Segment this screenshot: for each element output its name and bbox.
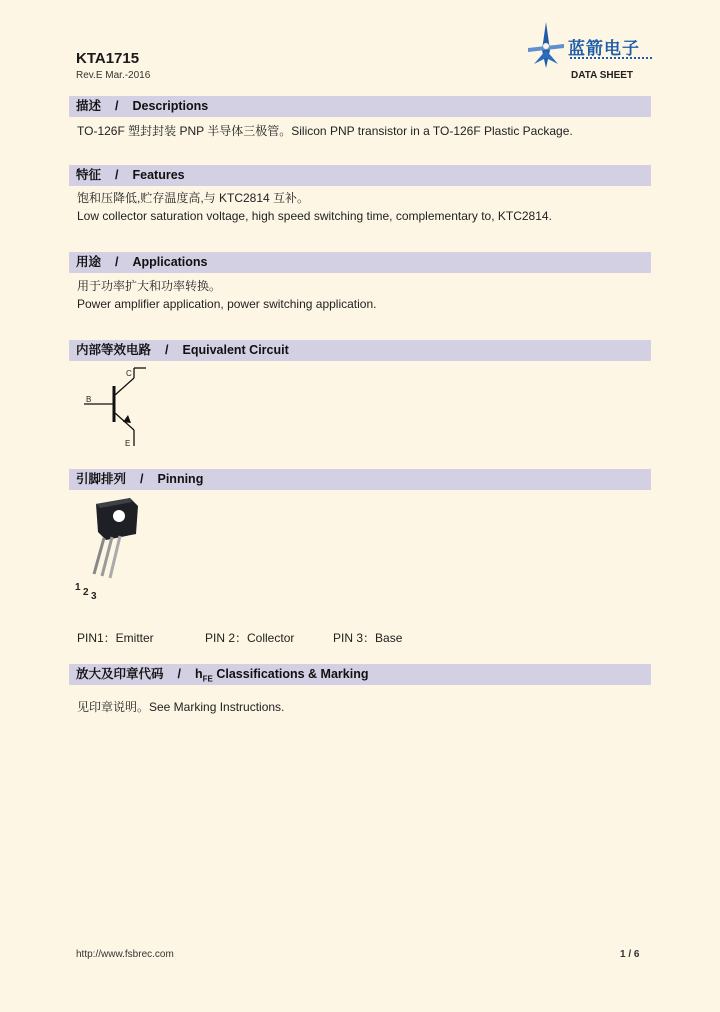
section-title-cn: 内部等效电路 (76, 343, 152, 357)
section-title-en: Applications (132, 255, 208, 269)
section-separator: / (115, 255, 119, 269)
section-title-cn: 引脚排列 (76, 472, 127, 486)
hfe-text: 见印章说明。See Marking Instructions. (77, 700, 285, 714)
features-text-cn: 饱和压降低,贮存温度高,与 KTC2814 互补。 (77, 191, 310, 205)
pin2-description: PIN 2：Collector (205, 631, 295, 645)
features-text-en: Low collector saturation voltage, high speed switching time, complementary to, KTC2814. (77, 209, 552, 223)
pnp-transistor-symbol-icon (76, 364, 166, 452)
section-separator: / (115, 99, 119, 113)
section-title-en: Pinning (157, 472, 204, 486)
pin3-description: PIN 3：Base (333, 631, 403, 645)
base-label: B (86, 395, 92, 404)
section-title-en-subscript: FE (202, 674, 213, 684)
pin-number-1: 1 (75, 582, 81, 593)
section-title-en: Equivalent Circuit (182, 343, 289, 357)
section-header-applications (69, 252, 651, 273)
section-title-cn: 用途 (76, 255, 102, 269)
brand-tagline-line (570, 57, 652, 62)
section-title-cn: 描述 (76, 99, 102, 113)
collector-label: C (126, 369, 132, 378)
datasheet-label: DATA SHEET (571, 70, 634, 81)
section-separator: / (140, 472, 144, 486)
section-header-equivalent-circuit (69, 340, 651, 361)
to126f-package-icon (72, 496, 152, 582)
section-title-en-prefix: h (195, 667, 203, 681)
arrow-star-logo-icon (524, 20, 568, 70)
page-number: 1 / 6 (620, 949, 640, 960)
descriptions-text: TO-126F 塑封封装 PNP 半导体三极管。Silicon PNP transistor in a TO-126F Plastic Package. (77, 124, 573, 138)
part-number: KTA1715 (76, 50, 140, 67)
brand-name: 蓝箭电子 (568, 39, 640, 59)
section-separator: / (115, 168, 119, 182)
section-title-cn: 放大及印章代码 (76, 667, 164, 681)
emitter-label: E (125, 439, 131, 448)
section-separator: / (165, 343, 169, 357)
footer-website-link[interactable]: http://www.fsbrec.com (76, 949, 174, 960)
section-title-cn: 特征 (76, 168, 102, 182)
section-header-pinning (69, 469, 651, 490)
brand-logo (524, 20, 654, 70)
section-title-en: Descriptions (132, 99, 209, 113)
applications-text-cn: 用于功率扩大和功率转换。 (77, 279, 222, 293)
section-title-en: Classifications & Marking (216, 667, 369, 681)
section-title-en: Features (132, 168, 185, 182)
section-header-features (69, 165, 651, 186)
revision-text: Rev.E Mar.-2016 (76, 70, 151, 81)
section-header-descriptions (69, 96, 651, 117)
pin-number-3: 3 (91, 591, 97, 602)
applications-text-en: Power amplifier application, power switching application. (77, 297, 377, 311)
section-separator: / (177, 667, 181, 681)
section-header-hfe (69, 664, 651, 685)
pin-number-2: 2 (83, 587, 89, 598)
pin1-description: PIN1：Emitter (77, 631, 154, 645)
